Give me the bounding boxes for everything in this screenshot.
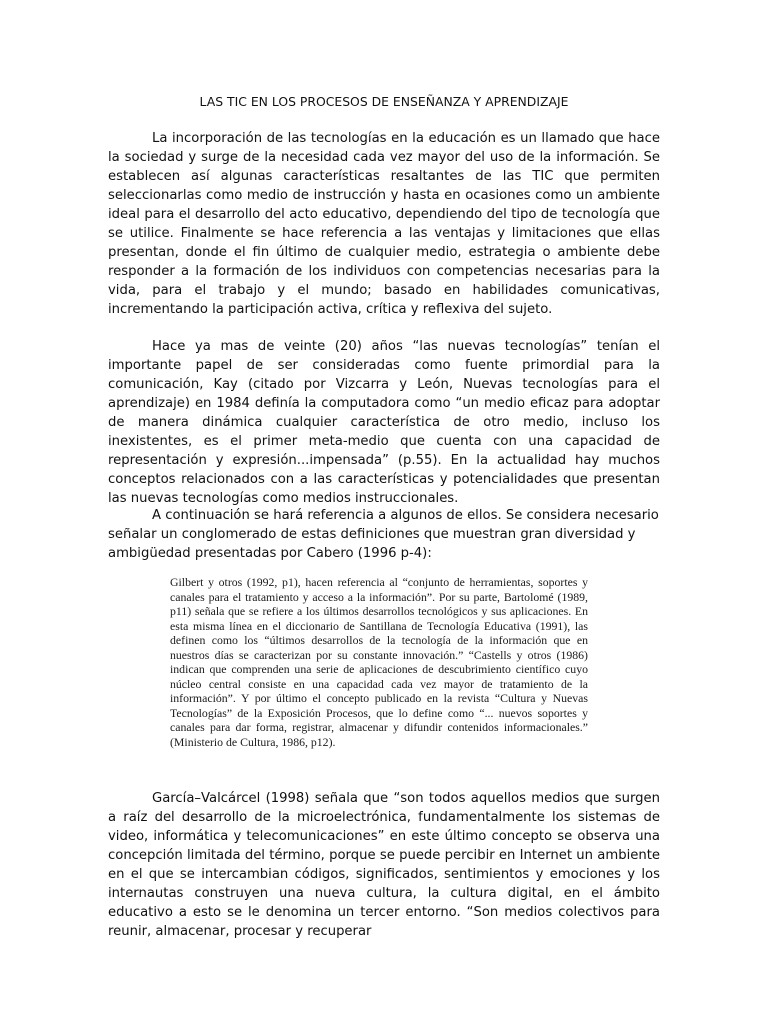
paragraph-garcia-valcarcel: García–Valcárcel (1998) señala que “son todos aquellos medios que surgen a raíz del desarrollo de la microelectrónica, fundamentalmente los sistemas de video, informática y telecomunicaciones” en este último concepto se observa una concepción limitada del término, porque se puede percibir en Internet un ambiente en el que se intercambian códigos, significados, sentimientos y emociones y los internautas construyen una nueva cultura, la cultura digital, en el ámbito educativo a esto se le denomina un tercer entorno. “Son medios colectivos para reunir, almacenar, procesar y recuperar bbox=[108, 791, 660, 939]
block-quote: Gilbert y otros (1992, p1), hacen referencia al “conjunto de herramientas, soportes y canales para el tratamiento y acceso a la información”. Por su parte, Bartolomé (1989, p11) señala que se refiere a los últimos desarrollos tecnológicos y sus aplicaciones. En esta misma línea en el diccionario de Santillana de Tecnología Educativa (1991), las definen como los “últimos desarrollos de la tecnología de la información que en nuestros días se caracterizan por su constante innovación.” “Castells y otros (1986) indican que comprenden una serie de aplicaciones de descubrimiento científico cuyo núcleo central consiste en una capacidad cada vez mayor de tratamiento de la información”. Y por último el concepto publicado en la revista “Cultura y Nuevas Tecnologías” de la Exposición Procesos, que lo define como “... nuevos soportes y canales para dar forma, registrar, almacenar y difundir contenidos informacionales.” (Ministerio de Cultura, 1986, p12). bbox=[170, 575, 588, 749]
paragraph-intro: La incorporación de las tecnologías en la educación es un llamado que hace la sociedad y surge de la necesidad cada vez mayor del uso de la información. Se establecen así algunas características resaltantes de las TIC que permiten seleccionarlas como medio de instrucción y hasta en ocasiones como un ambiente ideal para el desarrollo del acto educativo, dependiendo del tipo de tecnología que se utilice. Finalmente se hace referencia a las ventajas y limitaciones que ellas presentan, donde el fin último de cualquier medio, estrategia o ambiente debe responder a la formación de los individuos con competencias necesarias para la vida, para el trabajo y el mundo; basado en habilidades comunicativas, incrementando la participación activa, crítica y reflexiva del sujeto. bbox=[108, 131, 660, 317]
paragraph-definitions-intro: A continuación se hará referencia a algunos de ellos. Se considera necesario señalar un conglomerado de estas definiciones que muestran gran diversidad y ambigüedad presentadas por Cabero (1996 p-4): bbox=[108, 508, 659, 561]
paragraph-history: Hace ya mas de veinte (20) años “las nuevas tecnologías” tenían el importante papel de ser consideradas como fuente primordial para la comunicación, Kay (citado por Vizcarra y León, Nuevas tecnologías para el aprendizaje) en 1984 definía la computadora como “un medio eficaz para adoptar de manera dinámica cualquier característica de otro medio, incluso los inexistentes, es el primer meta-medio que cuenta con una capacidad de representación y expresión...impensada” (p.55). En la actualidad hay muchos conceptos relacionados con a las características y potencialidades que presentan las nuevas tecnologías como medios instruccionales. bbox=[108, 339, 660, 506]
document-title: LAS TIC EN LOS PROCESOS DE ENSEÑANZA Y APRENDIZAJE bbox=[199, 94, 569, 109]
